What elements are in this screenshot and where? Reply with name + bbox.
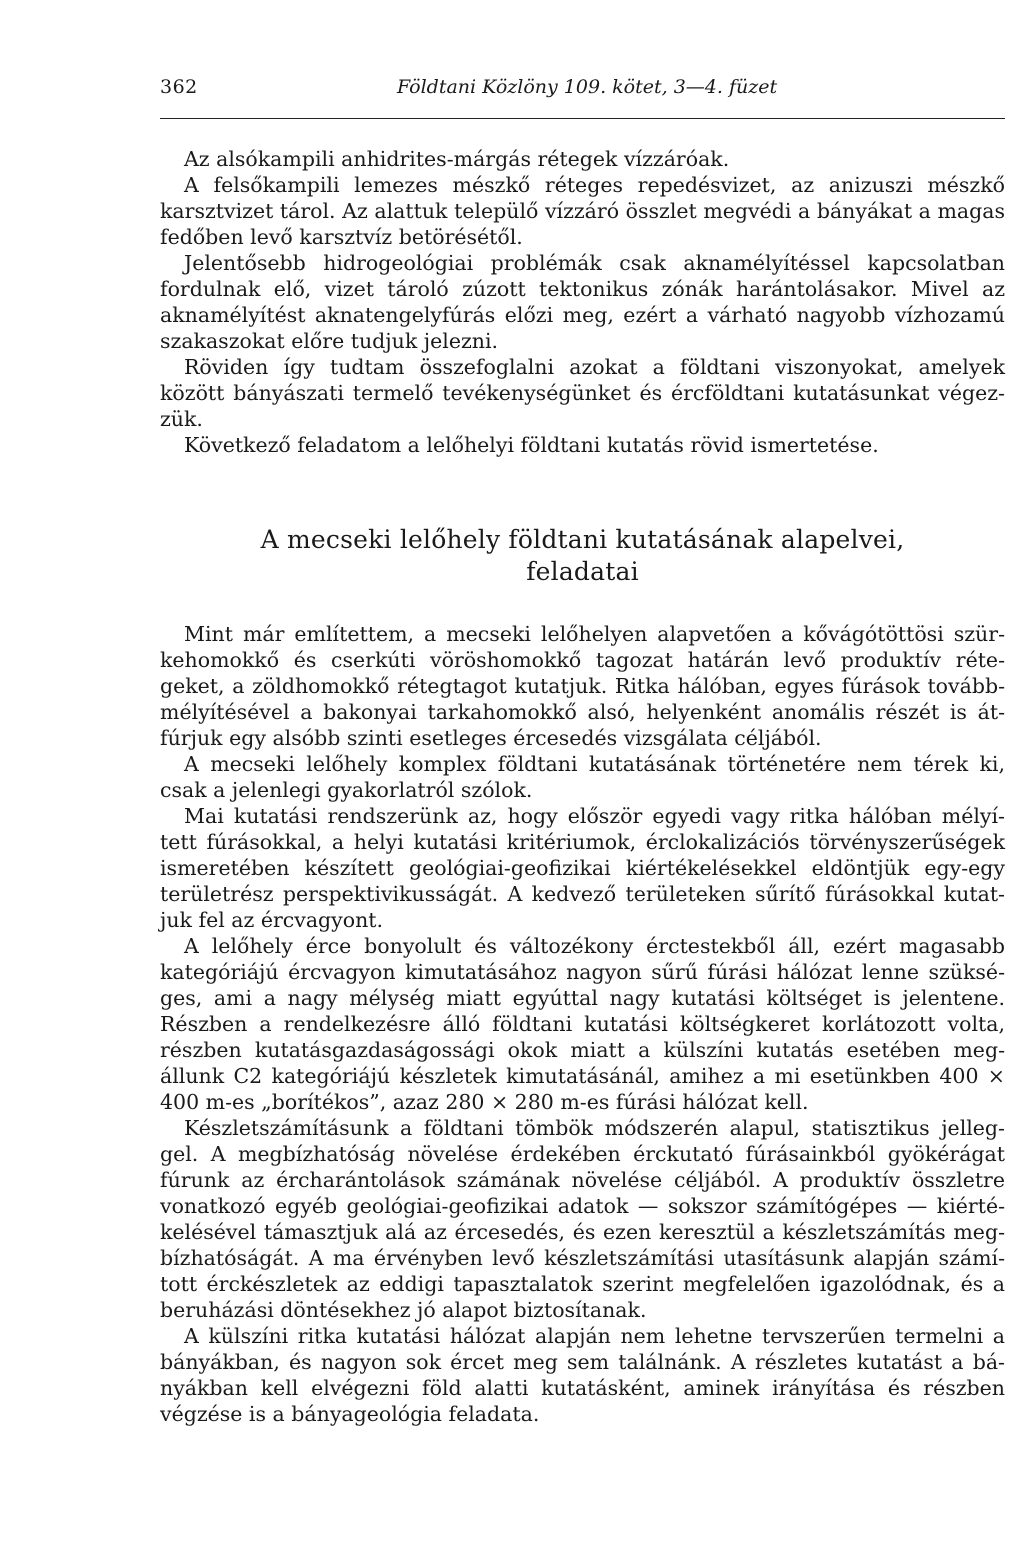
header-rule [160, 118, 1005, 119]
paragraph: A külszíni ritka kutatási hálózat alapján nem lehetne tervszerűen termelni a bányákban, és nagyon sok ércet meg sem találnánk. A részletes kutatást a bá- nyákban kell elvégezni föld alatti kutatásként, aminek irányítása és részben végzése is a bányageológia feladata. [160, 1324, 1005, 1426]
page-number: 362 [160, 76, 198, 98]
paragraph: Mint már említettem, a mecseki lelőhelyen alapvetően a kővágótöttösi szür- kehomokkő és cserkúti vöröshomokkő tagozat határán levő produktív réte- geket, a zöldhomokkő rétegtagot kutatjuk. Ritka hálóban, egyes fúrások tovább- mélyítésével a bakonyai tarkahomokkő alsó, helyenként anomális részét is át- fúrjuk egy alsóbb szinti esetleges ércesedés vizsgálata céljából. [160, 622, 1005, 750]
paragraph: Röviden így tudtam összefoglalni azokat a földtani viszonyokat, amelyek között bányászati termelő tevékenységünket és ércföldtani kutatásunkat végez- zük. [160, 355, 1005, 431]
paragraph: Jelentősebb hidrogeológiai problémák csak aknamélyítéssel kapcsolatban fordulnak elő, vizet tároló zúzott tektonikus zónák harántolásakor. Mivel az aknamélyítést aknatengelyfúrás előzi meg, ezért a várható nagyobb vízhozamú szakaszokat előre tudjuk jelezni. [160, 251, 1005, 353]
paragraph: A lelőhely érce bonyolult és változékony érctestekből áll, ezért magasabb kategóriájú ércvagyon kimutatásához nagyon sűrű fúrási hálózat lenne szüksé- ges, ami a nagy mélység miatt egyúttal nagy kutatási költséget is jelentene. Részben a rendelkezésre álló földtani kutatási költségkeret korlátozott volta, részben kutatásgazdaságossági okok miatt a külszíni kutatás esetében meg- állunk C2 kategóriájú készletek kimutatásánál, amihez a mi esetünkben 400 × 400 m-es „borítékos”, azaz 280 × 280 m-es fúrási hálózat kell. [160, 934, 1005, 1114]
paragraph: A felsőkampili lemezes mészkő réteges repedésvizet, az anizuszi mészkő karsztvizet tárol. Az alattuk települő vízzáró összlet megvédi a bányákat a magas fedőben levő karsztvíz betörésétől. [160, 173, 1005, 249]
paragraph: A mecseki lelőhely komplex földtani kutatásának történetére nem térek ki, csak a jelenlegi gyakorlatról szólok. [160, 752, 1005, 802]
section-heading-line: A mecseki lelőhely földtani kutatásának alapelvei, [260, 525, 905, 554]
paragraph: Következő feladatom a lelőhelyi földtani kutatás rövid ismertetése. [184, 433, 879, 457]
intro-text-block [160, 146, 1005, 458]
paragraph: Az alsókampili anhidrites-márgás rétegek vízzáróak. [184, 147, 730, 171]
section-text-block [160, 621, 1005, 1427]
section-heading [160, 524, 1005, 588]
section-heading-line: feladatai [526, 557, 639, 586]
paragraph: Készletszámításunk a földtani tömbök módszerén alapul, statisztikus jelleg- gel. A megbízhatóság növelése érdekében érckutató fúrásainkból gyökérágat fúrunk az ércharántolások számának növelése céljából. A produktív összletre vonatkozó egyéb geológiai-geofizikai adatok — sokszor számítógépes — kiérté- kelésével támasztjuk alá az ércesedés, és ezen keresztül a készletszámítás meg- bízhatóságát. A ma érvényben levő készletszámítási utasításunk alapján számí- tott érckészletek az eddigi tapasztalatok szerint megfelelően igazolódnak, és a beruházási döntésekhez jó alapot biztosítanak. [160, 1116, 1005, 1322]
journal-title: Földtani Közlöny 109. kötet, 3—4. füzet [397, 76, 778, 98]
running-head [160, 76, 1005, 106]
paragraph: Mai kutatási rendszerünk az, hogy először egyedi vagy ritka hálóban mélyí- tett fúrásokkal, a helyi kutatási kritériumok, érclokalizációs törvényszerűségek ismeretében készített geológiai-geofizikai kiértékelésekkel eldöntjük egy-egy területrész perspektivikusságát. A kedvező területeken sűrítő fúrásokkal kutat- juk fel az ércvagyont. [160, 804, 1005, 932]
